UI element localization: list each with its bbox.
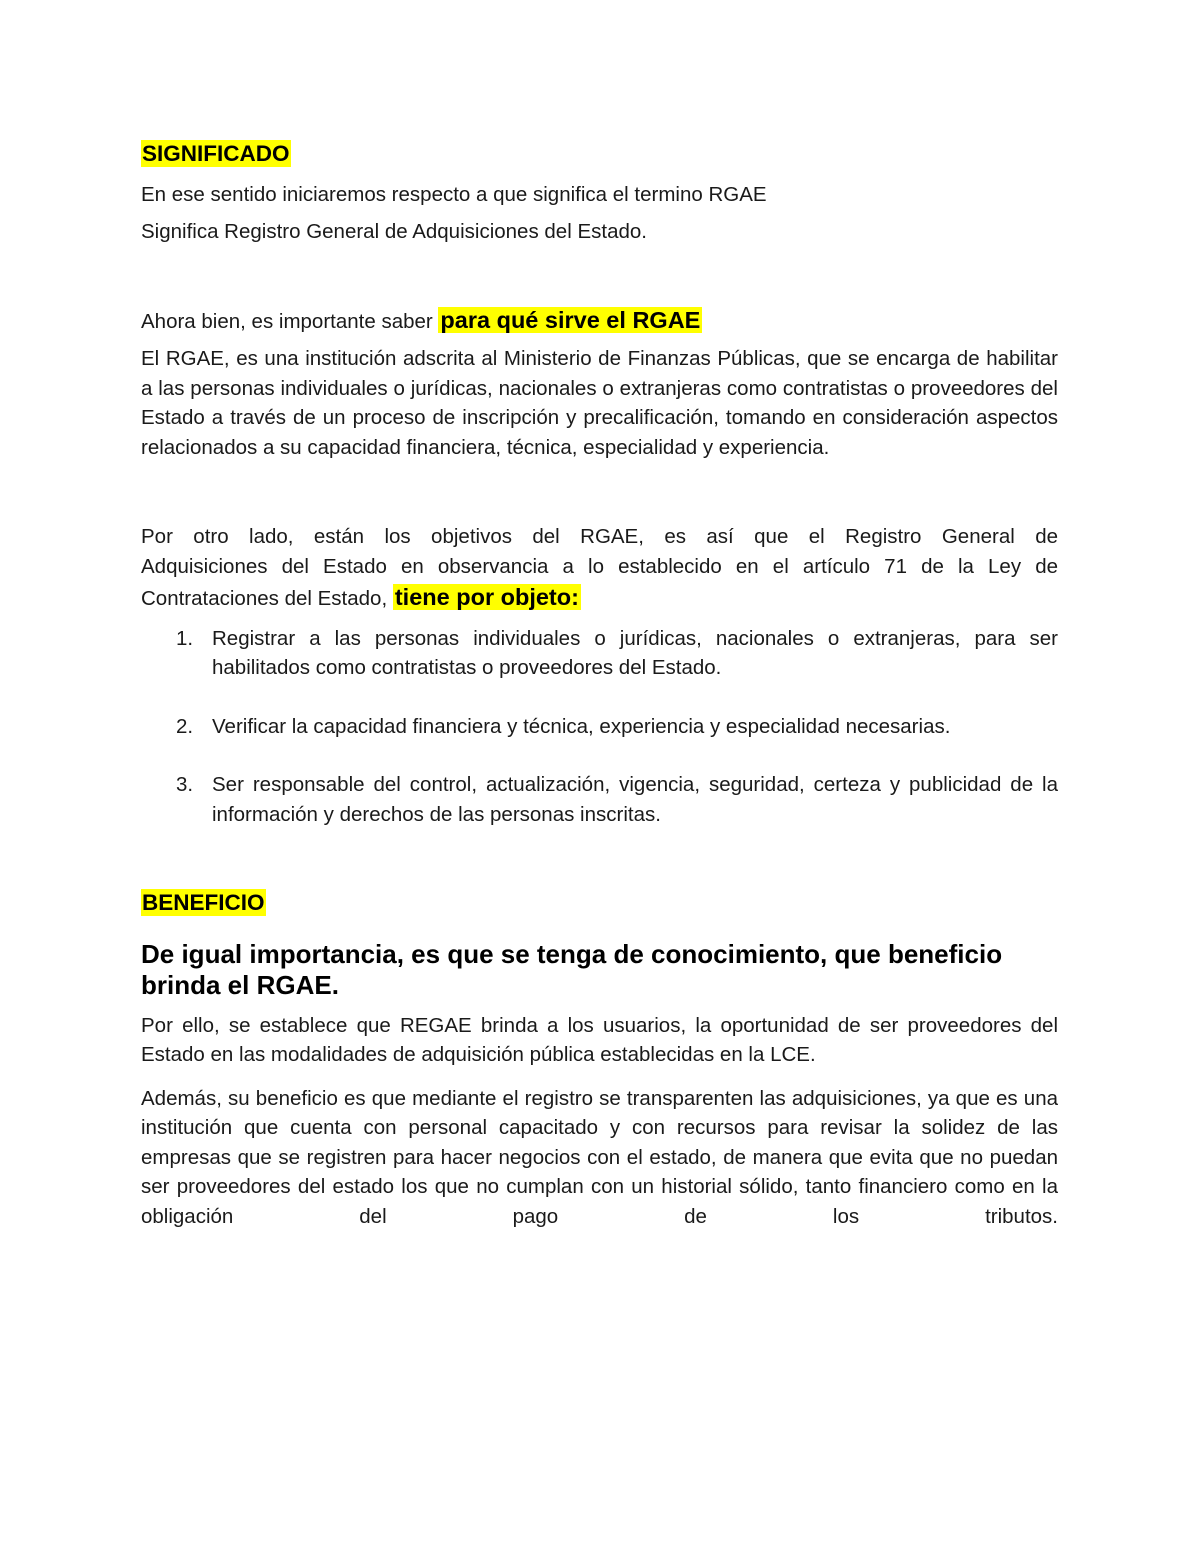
list-item-number: 3. (176, 773, 194, 796)
list-item (141, 770, 1058, 829)
significado-heading: SIGNIFICADO (142, 141, 290, 166)
document-page (141, 140, 1058, 1231)
list-item-number: 2. (176, 714, 194, 738)
list-item-text: Ser responsable del control, actualización, vigencia, seguridad, certeza y publicidad de la información y derechos de las personas inscritas. (212, 773, 1058, 826)
beneficio-paragraph-1: Por ello, se establece que REGAE brinda a los usuarios, la oportunidad de ser proveedores del Estado en las modalidades de adquisición pública establecidas en la LCE. (141, 1013, 1058, 1066)
para-que-highlight: para qué sirve el RGAE (440, 306, 701, 333)
significado-heading-block (141, 140, 1058, 170)
list-item-text: Registrar a las personas individuales o jurídicas, nacionales o extranjeras, para ser habilitados como contratistas o proveedores del Estado. (212, 626, 1058, 679)
list-item-text: Verificar la capacidad financiera y técnica, experiencia y especialidad necesarias. (212, 714, 951, 738)
significado-paragraph-1: En ese sentido iniciaremos respecto a que significa el termino RGAE (141, 182, 767, 206)
beneficio-heading-block (141, 889, 1058, 919)
objetivos-line-2: Adquisiciones del Estado en observancia a lo establecido en el artículo 71 de la Ley de (141, 554, 1058, 578)
objetivos-intro (141, 522, 1058, 614)
objetivos-line-1: Por otro lado, están los objetivos del RGAE, es así que el Registro General de (141, 525, 1058, 548)
objetivos-list (141, 624, 1058, 830)
objetivos-highlight: tiene por objeto: (394, 584, 579, 610)
beneficio-heading: BENEFICIO (142, 890, 265, 915)
objetivos-line-3 (141, 583, 1058, 614)
para-que-intro (141, 306, 1058, 337)
para-que-body: El RGAE, es una institución adscrita al Ministerio de Finanzas Públicas, que se encarga de habilitar a las personas individuales o jurídicas, nacionales o extranjeras como contratistas o proveedores del Estado a través de un proceso de inscripción y precalificación, tomando en consideración aspectos relacionados a su capacidad financiera, técnica, especialidad y experiencia. (141, 347, 1058, 459)
para-que-intro-text: Ahora bien, es importante saber (141, 309, 439, 333)
objetivos-line-3-text: Contrataciones del Estado, (141, 587, 393, 610)
beneficio-subheading: De igual importancia, es que se tenga de conocimiento, que beneficio brinda el RGAE. (141, 938, 1003, 1000)
beneficio-paragraph-2: Además, su beneficio es que mediante el registro se transparenten las adquisiciones, ya que es una institución que cuenta con personal capacitado y con recursos para revisar la solidez de las empresas que se registren para hacer negocios con el estado, de manera que evita que no puedan ser proveedores del estado los que no cumplan con un historial sólido, tanto financiero como en la obligación del pago de los tributos. (141, 1086, 1058, 1228)
list-item (141, 712, 1058, 742)
significado-paragraph-2: Significa Registro General de Adquisiciones del Estado. (141, 220, 647, 243)
list-item-number: 1. (176, 626, 194, 650)
list-item (141, 624, 1058, 683)
